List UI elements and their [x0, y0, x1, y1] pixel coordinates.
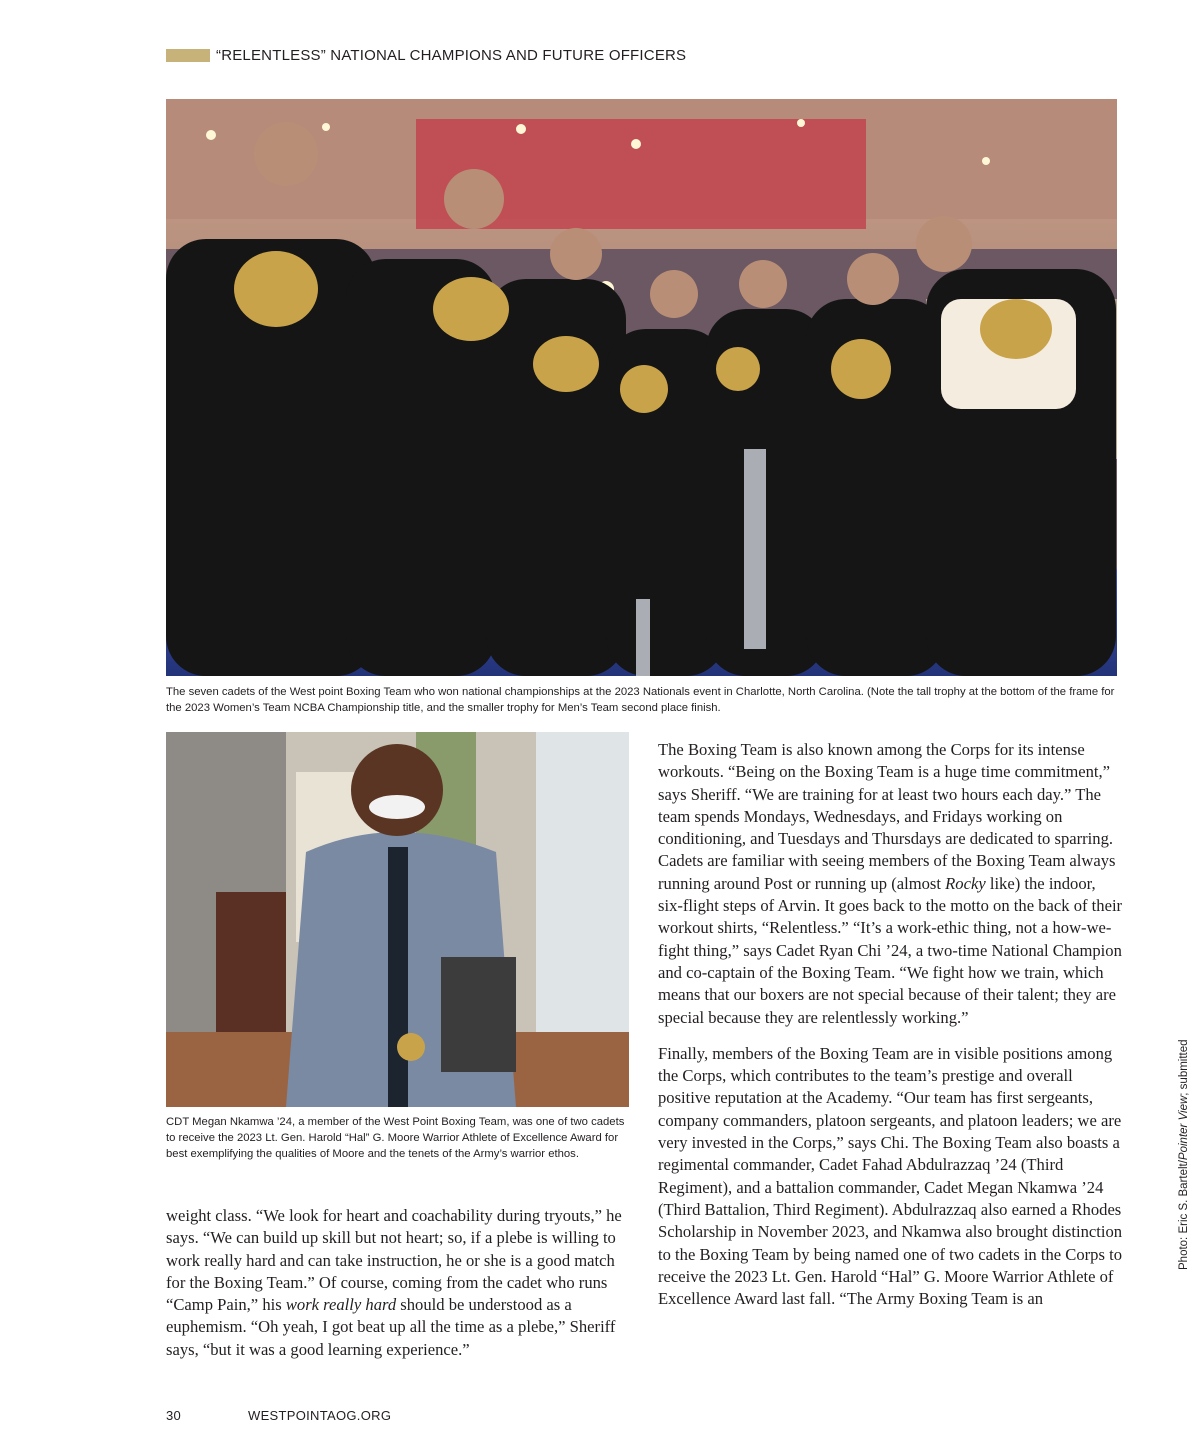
team-photo	[166, 99, 1117, 676]
section-title: “RELENTLESS” NATIONAL CHAMPIONS AND FUTURE OFFICERS	[216, 46, 687, 64]
left-paragraph-1: weight class. “We look for heart and coachability during tryouts,” he says. “We can build up skill but not heart; so, if a plebe is willing to work really hard and can take instruction, he or she is a good match for the Boxing Team.” Of course, coming from the cadet who runs “Camp Pain,” his work really hard should be understood as a euphemism. “Oh yeah, I got beat up all the time as a plebe,” Sheriff says, “but it was a good learning experience.”	[166, 1206, 622, 1359]
team-photo-image	[166, 99, 1117, 676]
site-link[interactable]: WESTPOINTAOG.ORG	[248, 1408, 392, 1423]
team-photo-caption: The seven cadets of the West point Boxing Team who won national championships at the 2023 Nationals event in Charlotte, North Carolina. (Note the tall trophy at the bottom of the frame for the 2023 Women’s Team NCBA Championship title, and the smaller trophy for Men’s Team second place finish.	[166, 686, 1115, 714]
header-accent-bar	[166, 49, 210, 62]
left-column-text	[166, 1205, 636, 1361]
right-column-text	[658, 739, 1124, 1310]
right-paragraph-1: The Boxing Team is also known among the Corps for its intense workouts. “Being on the Boxing Team is a huge time commitment,” says Sheriff. “We are training for at least two hours each day.” The team spends Mondays, Wednesdays, and Fridays working on conditioning, and Tuesdays and Thursdays are dedicated to sparring. Cadets are familiar with seeing members of the Boxing Team always running around Post or running up (almost Rocky like) the indoor, six-flight steps of Arvin. It goes back to the motto on the back of their workout shirts, “Relentless.” “It’s a work-ethic thing, not a how-we-fight thing,” says Cadet Ryan Chi ’24, a two-time National Champion and co-captain of the Boxing Team. “We fight how we train, which means that our boxers are not special because of their talent; they are special because they are relentlessly working.”	[658, 740, 1123, 1027]
cadet-portrait-photo	[166, 732, 629, 1107]
page-header	[166, 44, 686, 66]
cadet-portrait-image	[166, 732, 629, 1107]
photo-credit: Photo: Eric S. Bartelt/Pointer View; submitted	[1178, 1039, 1190, 1270]
page-number: 30	[166, 1408, 182, 1423]
portrait-photo-caption: CDT Megan Nkamwa ’24, a member of the West Point Boxing Team, was one of two cadets to receive the 2023 Lt. Gen. Harold “Hal” G. Moore Warrior Athlete of Excellence Award for best exemplifying the qualities of Moore and the tenets of the Army’s warrior ethos.	[166, 1116, 625, 1160]
right-paragraph-2: Finally, members of the Boxing Team are in visible positions among the Corps, which contributes to the team’s prestige and overall positive reputation at the Academy. “Our team has first sergeants, company commanders, platoon sergeants, and platoon leaders; we are very invested in the Corps,” says Chi. The Boxing Team also boasts a regimental commander, Cadet Fahad Abdulrazzaq ’24 (Third Regiment), and a battalion commander, Cadet Megan Nkamwa ’24 (Third Battalion, Third Regiment). Abdulrazzaq also earned a Rhodes Scholarship in November 2023, and Nkamwa also brought distinction to the Boxing Team by being named one of two cadets in the Corps to receive the 2023 Lt. Gen. Harold “Hal” G. Moore Warrior Athlete of Excellence Award last fall. “The Army Boxing Team is an	[658, 1043, 1123, 1309]
